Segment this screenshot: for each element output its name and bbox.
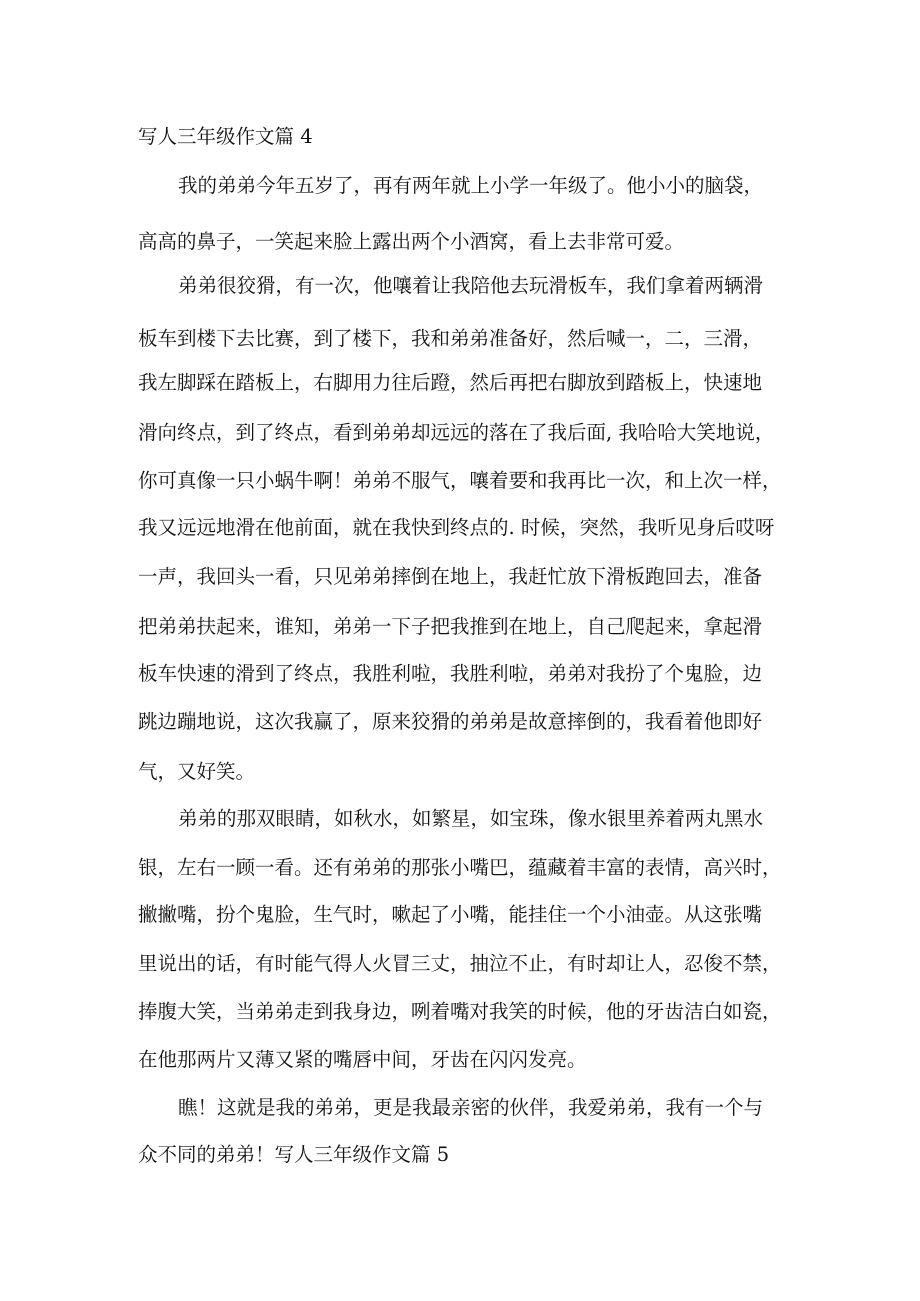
text-line: 跳边蹦地说，这次我赢了，原来狡猾的弟弟是故意摔倒的，我看着他即好 [138, 710, 763, 733]
text-line: 你可真像一只小蜗牛啊！弟弟不服气，嚷着要和我再比一次，和上次一样， [138, 469, 782, 492]
text-line: 板车到楼下去比赛，到了楼下，我和弟弟准备好，然后喊一，二，三滑， [138, 327, 763, 350]
text-line: 气，又好笑。 [138, 760, 256, 783]
text-line: 众不同的弟弟！写人三年级作文篇 5 [138, 1143, 450, 1166]
text-line: 弟弟很狡猾，有一次，他嚷着让我陪他去玩滑板车，我们拿着两辆滑 [178, 274, 764, 297]
text-line: 弟弟的那双眼睛，如秋水，如繁星，如宝珠，像水银里养着两丸黑水 [178, 807, 764, 830]
text-line: 瞧！这就是我的弟弟，更是我最亲密的伙伴，我爱弟弟，我有一个与 [178, 1096, 764, 1119]
text-line: 滑向终点，到了终点，看到弟弟却远远的落在了我后面, 我哈哈大笑地说， [138, 421, 775, 444]
text-line: 高高的鼻子，一笑起来脸上露出两个小酒窝，看上去非常可爱。 [138, 230, 685, 253]
text-line: 撇撇嘴，扮个鬼脸，生气时，嗽起了小嘴，能挂住一个小油壶。从这张嘴 [138, 903, 763, 926]
text-line: 我又远远地滑在他前面，就在我快到终点的. 时候，突然，我听见身后哎呀 [138, 516, 775, 539]
text-line: 一声，我回头一看，只见弟弟摔倒在地上，我赶忙放下滑板跑回去，准备 [138, 565, 763, 588]
text-line: 在他那两片又薄又紧的嘴唇中间，牙齿在闪闪发亮。 [138, 1048, 587, 1071]
text-line: 里说出的话，有时能气得人火冒三丈，抽泣不止，有时却让人，忍俊不禁， [138, 952, 782, 975]
text-line: 把弟弟扶起来，谁知，弟弟一下子把我推到在地上，自己爬起来，拿起滑 [138, 615, 763, 638]
text-line: 银，左右一顾一看。还有弟弟的那张小嘴巴，蕴藏着丰富的表情，高兴时， [138, 856, 782, 879]
document-title: 写人三年级作文篇 4 [138, 125, 313, 148]
text-line: 我的弟弟今年五岁了，再有两年就上小学一年级了。他小小的脑袋， [178, 174, 764, 197]
text-line: 捧腹大笑，当弟弟走到我身边，咧着嘴对我笑的时候，他的牙齿洁白如瓷， [138, 1000, 782, 1023]
text-line: 板车快速的滑到了终点，我胜利啦，我胜利啦，弟弟对我扮了个鬼脸，边 [138, 662, 763, 685]
text-line: 我左脚踩在踏板上，右脚用力往后蹬，然后再把右脚放到踏板上，快速地 [138, 371, 763, 394]
